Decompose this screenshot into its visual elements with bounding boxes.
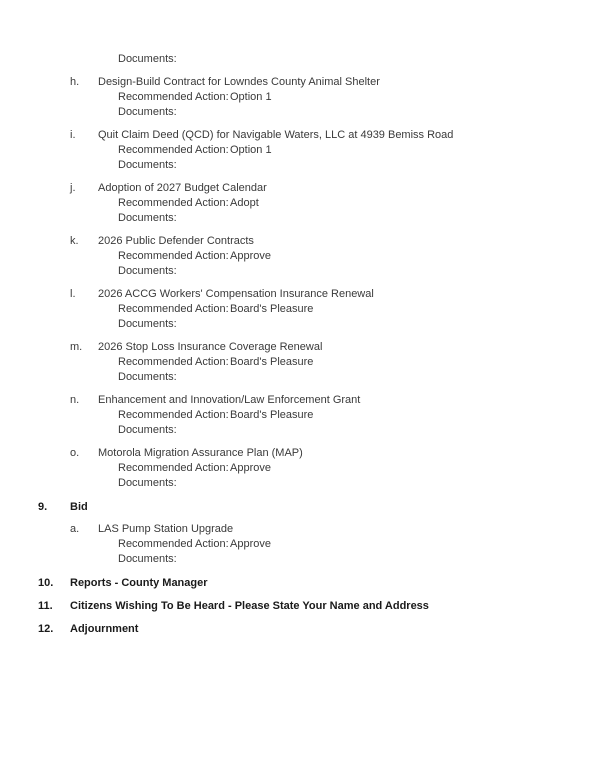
item-marker: a. bbox=[70, 523, 80, 535]
recommended-action-value: Approve bbox=[230, 250, 271, 262]
agenda-item bbox=[0, 393, 600, 438]
recommended-action-label: Recommended Action: bbox=[118, 356, 229, 368]
recommended-action-line bbox=[118, 90, 560, 105]
recommended-action-label: Recommended Action: bbox=[118, 409, 229, 421]
section-number: 11. bbox=[38, 600, 53, 612]
recommended-action-label: Recommended Action: bbox=[118, 144, 229, 156]
recommended-action-value: Board's Pleasure bbox=[230, 303, 314, 315]
recommended-action-value: Board's Pleasure bbox=[230, 409, 314, 421]
item-marker: l. bbox=[70, 288, 76, 300]
documents-label: Documents: bbox=[118, 159, 177, 171]
agenda-item bbox=[0, 522, 600, 567]
documents-label: Documents: bbox=[118, 265, 177, 277]
documents-label: Documents: bbox=[118, 477, 177, 489]
documents-label: Documents: bbox=[118, 424, 177, 436]
documents-label: Documents: bbox=[118, 53, 177, 65]
recommended-action-line bbox=[118, 196, 560, 211]
recommended-action-line bbox=[118, 408, 560, 423]
recommended-action-value: Option 1 bbox=[230, 144, 272, 156]
recommended-action-line bbox=[118, 143, 560, 158]
recommended-action-line bbox=[118, 537, 560, 552]
recommended-action-label: Recommended Action: bbox=[118, 250, 229, 262]
recommended-action-line bbox=[118, 249, 560, 264]
documents-label: Documents: bbox=[118, 106, 177, 118]
recommended-action-value: Approve bbox=[230, 538, 271, 550]
item-marker: h. bbox=[70, 76, 80, 88]
agenda-item bbox=[0, 128, 600, 173]
recommended-action-label: Recommended Action: bbox=[118, 91, 229, 103]
item-title: Motorola Migration Assurance Plan (MAP) bbox=[98, 447, 303, 459]
documents-label: Documents: bbox=[118, 371, 177, 383]
section-title: Adjournment bbox=[70, 623, 139, 635]
section-heading bbox=[0, 599, 600, 614]
item-title: Adoption of 2027 Budget Calendar bbox=[98, 182, 267, 194]
item-marker: i. bbox=[70, 129, 76, 141]
item-title: 2026 Stop Loss Insurance Coverage Renewal bbox=[98, 341, 323, 353]
recommended-action-label: Recommended Action: bbox=[118, 462, 229, 474]
agenda-item bbox=[0, 181, 600, 226]
documents-label: Documents: bbox=[118, 212, 177, 224]
item-marker: m. bbox=[70, 341, 83, 353]
item-marker: j. bbox=[70, 182, 76, 194]
section-number: 12. bbox=[38, 623, 54, 635]
item-marker: n. bbox=[70, 394, 80, 406]
item-title: 2026 ACCG Workers' Compensation Insurance Renewal bbox=[98, 288, 374, 300]
section-heading bbox=[0, 622, 600, 637]
section-number: 10. bbox=[38, 577, 54, 589]
item-marker: o. bbox=[70, 447, 80, 459]
agenda-item bbox=[0, 340, 600, 385]
section-title: Reports - County Manager bbox=[70, 577, 208, 589]
documents-label: Documents: bbox=[118, 318, 177, 330]
agenda-item bbox=[0, 446, 600, 491]
recommended-action-value: Option 1 bbox=[230, 91, 272, 103]
recommended-action-label: Recommended Action: bbox=[118, 197, 229, 209]
section-title: Bid bbox=[70, 501, 88, 513]
recommended-action-line bbox=[118, 355, 560, 370]
item-title: LAS Pump Station Upgrade bbox=[98, 523, 234, 535]
agenda-item bbox=[0, 75, 600, 120]
recommended-action-label: Recommended Action: bbox=[118, 538, 229, 550]
recommended-action-value: Board's Pleasure bbox=[230, 356, 314, 368]
item-title: Design-Build Contract for Lowndes County Animal Shelter bbox=[98, 76, 380, 88]
recommended-action-value: Adopt bbox=[230, 197, 259, 209]
item-marker: k. bbox=[70, 235, 79, 247]
section-title: Citizens Wishing To Be Heard - Please State Your Name and Address bbox=[70, 600, 429, 612]
recommended-action-value: Approve bbox=[230, 462, 271, 474]
recommended-action-label: Recommended Action: bbox=[118, 303, 229, 315]
agenda-item bbox=[0, 234, 600, 279]
item-title: Quit Claim Deed (QCD) for Navigable Waters, LLC at 4939 Bemiss Road bbox=[98, 129, 454, 141]
item-title: 2026 Public Defender Contracts bbox=[98, 235, 254, 247]
item-title: Enhancement and Innovation/Law Enforcement Grant bbox=[98, 394, 361, 406]
section-heading bbox=[0, 500, 600, 515]
section-heading bbox=[0, 576, 600, 591]
recommended-action-line bbox=[118, 461, 560, 476]
section-number: 9. bbox=[38, 501, 48, 513]
documents-label: Documents: bbox=[118, 553, 177, 565]
agenda-item bbox=[0, 287, 600, 332]
recommended-action-line bbox=[118, 302, 560, 317]
